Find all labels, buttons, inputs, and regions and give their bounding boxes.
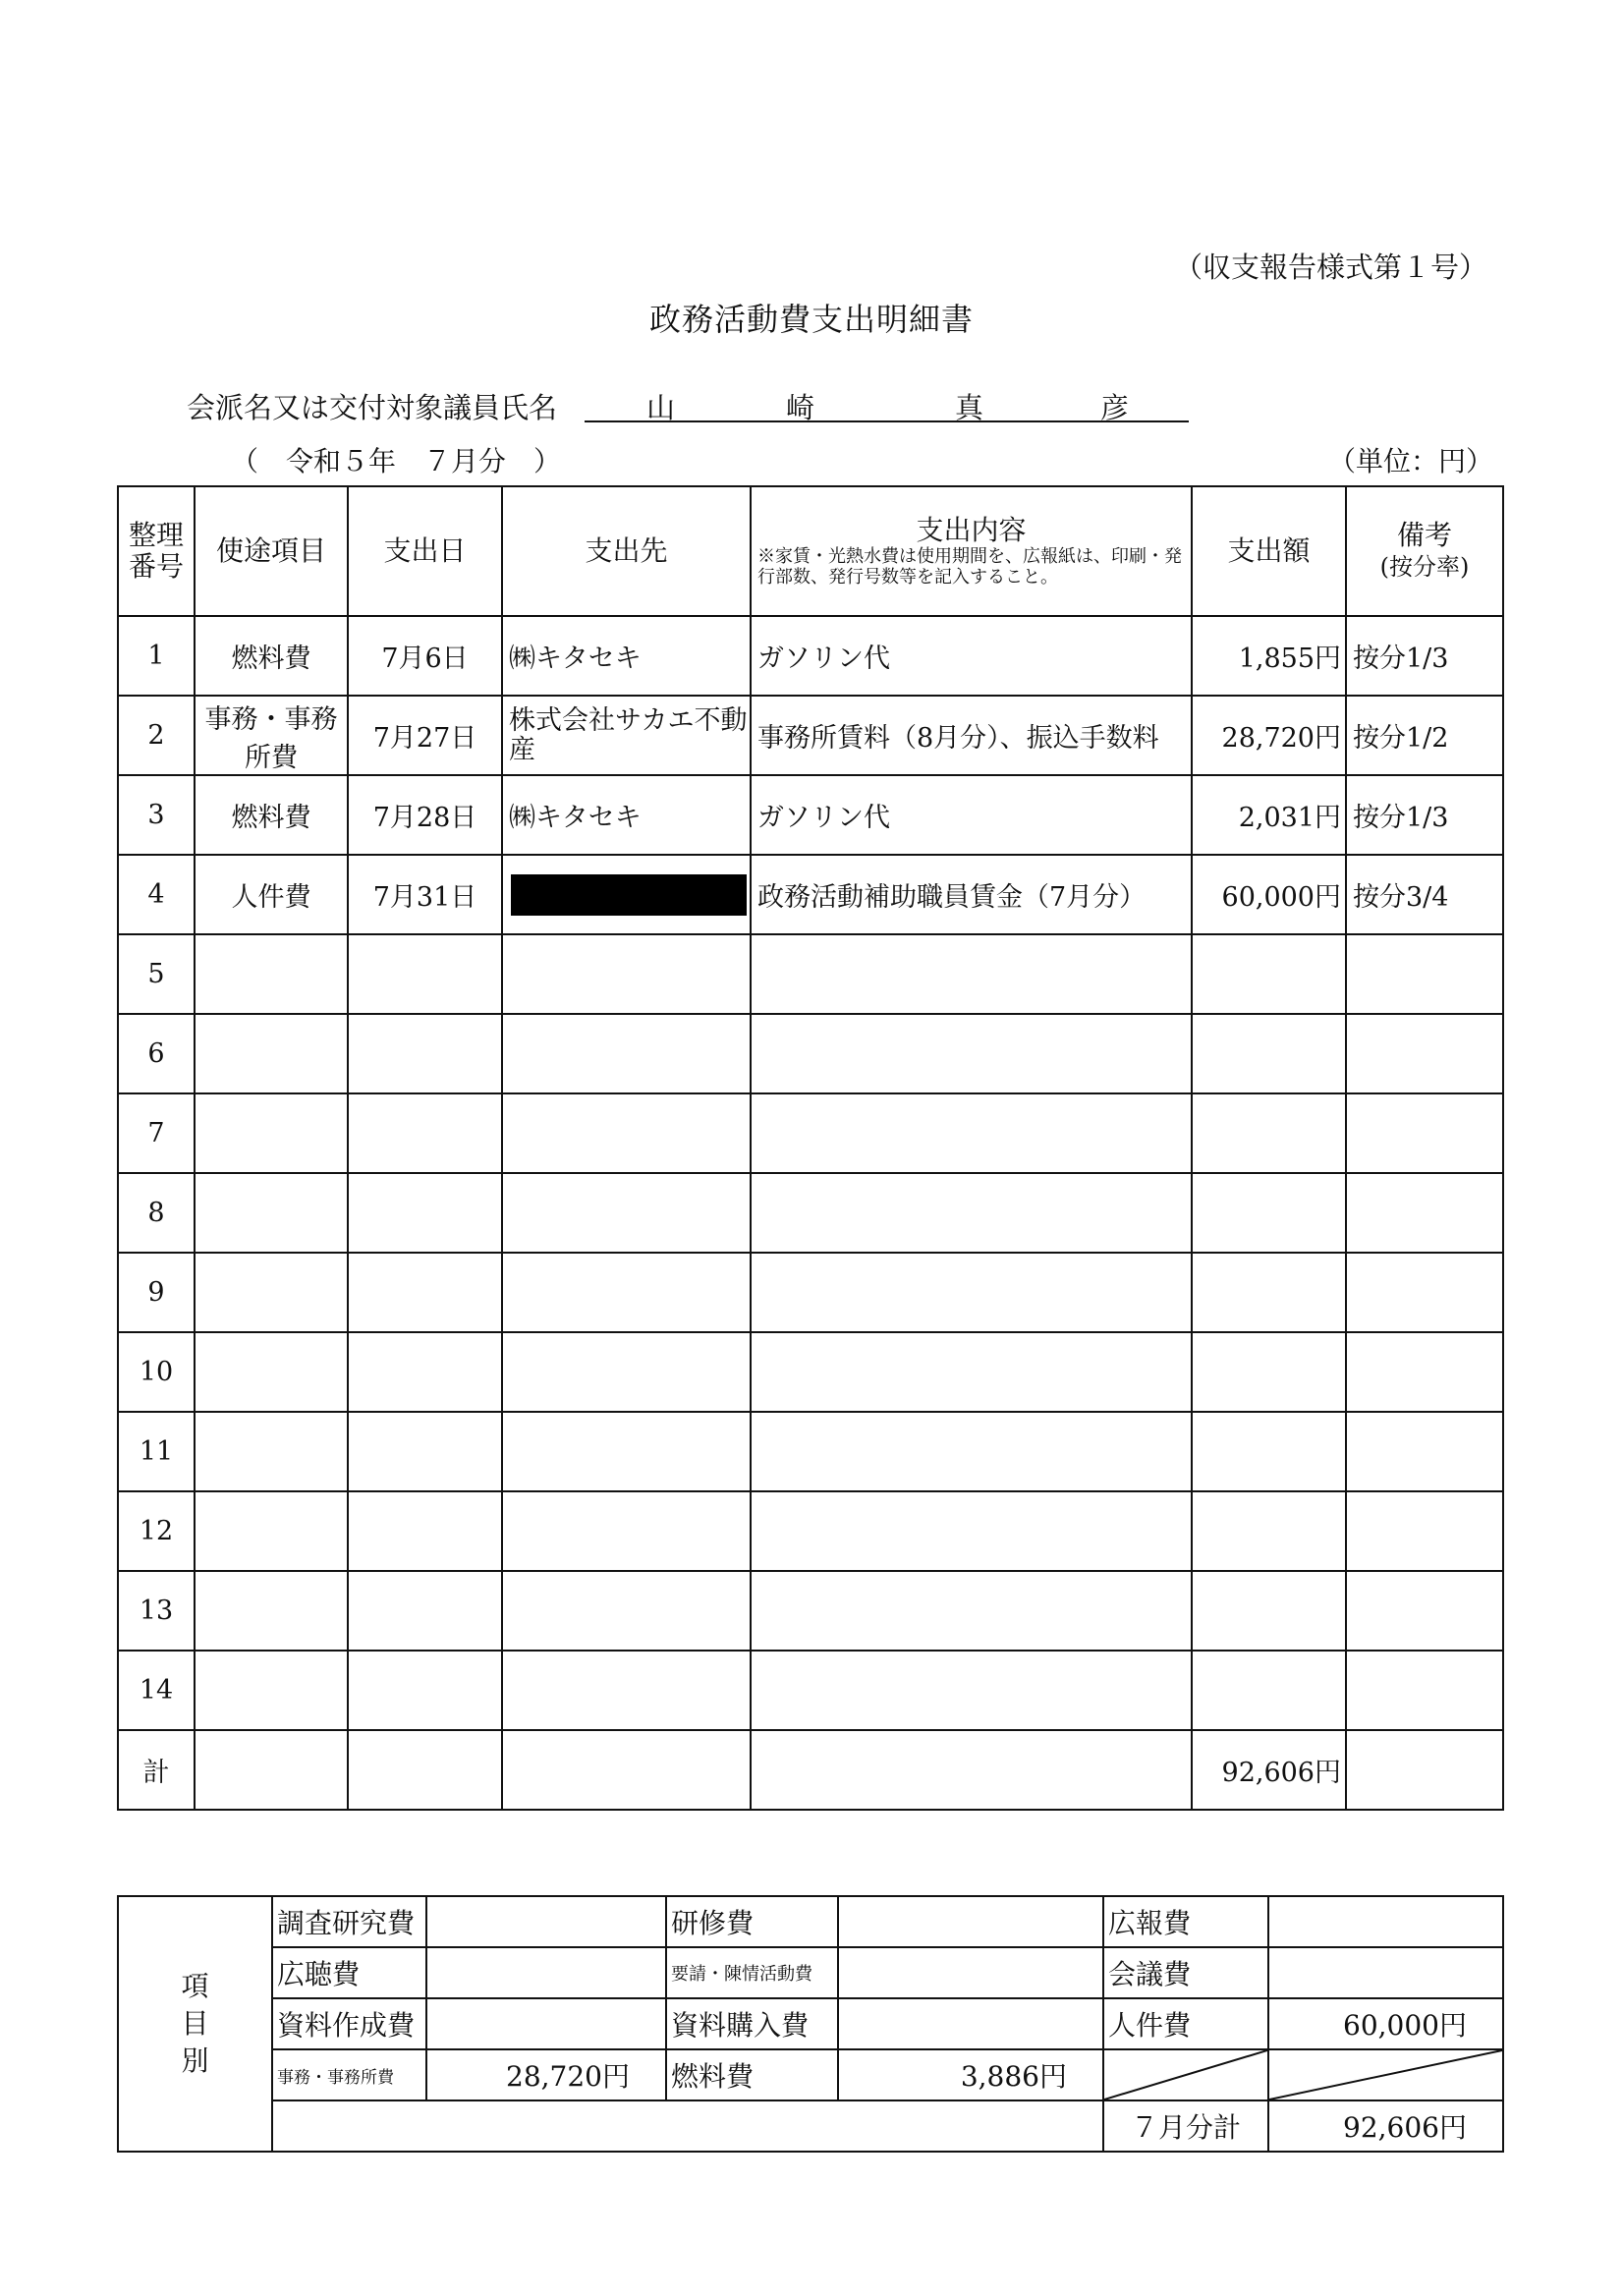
row-content: ガソリン代	[751, 616, 1192, 696]
row-remarks: 按分3/4	[1346, 855, 1503, 934]
row-no: 9	[118, 1253, 195, 1332]
row-content	[751, 1014, 1192, 1093]
table-row	[118, 1093, 1503, 1173]
row-payee	[502, 1093, 751, 1173]
row-payee	[502, 1491, 751, 1571]
row-remarks	[1346, 1173, 1503, 1253]
row-date	[348, 1093, 502, 1173]
document-title: 政務活動費支出明細書	[648, 301, 974, 338]
row-payee: ㈱キタセキ	[502, 775, 751, 855]
table-row	[118, 1173, 1503, 1253]
row-purpose	[195, 1651, 348, 1730]
summary-nenryo-label: 燃料費	[666, 2049, 838, 2100]
row-payee	[502, 1571, 751, 1651]
row-no: 5	[118, 934, 195, 1014]
row-no: 11	[118, 1412, 195, 1491]
cell-empty	[348, 1730, 502, 1810]
summary-shiryo-konyu-label: 資料購入費	[666, 1998, 838, 2049]
row-purpose: 事務・事務所費	[195, 696, 348, 775]
row-content: 事務所賃料（8月分）、振込手数料	[751, 696, 1192, 775]
summary-chosa-label: 調査研究費	[272, 1896, 426, 1947]
row-amount	[1192, 1014, 1346, 1093]
form-number: （収支報告様式第１号）	[1174, 251, 1488, 284]
row-amount	[1192, 1491, 1346, 1571]
table-row	[118, 1491, 1503, 1571]
row-content	[751, 1332, 1192, 1412]
name-underline	[585, 420, 1189, 422]
row-date: 7月27日	[348, 696, 502, 775]
row-no: 10	[118, 1332, 195, 1412]
cell-empty	[751, 1730, 1192, 1810]
row-remarks	[1346, 1253, 1503, 1332]
table-row	[118, 934, 1503, 1014]
summary-item-label: 項 目 別	[118, 1896, 272, 2152]
header-amount: 支出額	[1192, 486, 1346, 616]
header-purpose: 使途項目	[195, 486, 348, 616]
table-row	[118, 855, 1503, 934]
row-date	[348, 1571, 502, 1651]
row-amount	[1192, 1571, 1346, 1651]
row-amount	[1192, 1651, 1346, 1730]
row-purpose	[195, 1093, 348, 1173]
summary-kaigi-value	[1268, 1947, 1503, 1998]
row-remarks	[1346, 1093, 1503, 1173]
diagonal-line	[1104, 2050, 1267, 2100]
row-date	[348, 934, 502, 1014]
unit-label: （単位：円）	[1328, 445, 1494, 477]
row-purpose: 燃料費	[195, 775, 348, 855]
row-content	[751, 934, 1192, 1014]
table-row	[118, 1412, 1503, 1491]
name-label: 会派名又は交付対象議員氏名	[187, 391, 558, 424]
row-content	[751, 1173, 1192, 1253]
row-payee	[502, 1332, 751, 1412]
row-payee	[502, 1014, 751, 1093]
table-header-row	[118, 486, 1503, 616]
name-char: 崎	[786, 391, 815, 424]
row-remarks: 按分1/3	[1346, 616, 1503, 696]
row-content	[751, 1093, 1192, 1173]
row-remarks	[1346, 1651, 1503, 1730]
row-no: 4	[118, 855, 195, 934]
row-purpose: 燃料費	[195, 616, 348, 696]
row-amount: 28,720円	[1192, 696, 1346, 775]
table-row	[118, 1253, 1503, 1332]
summary-month-total-value: 92,606円	[1268, 2100, 1503, 2152]
summary-table	[117, 1895, 1504, 2153]
summary-kocho-label: 広聴費	[272, 1947, 426, 1998]
row-payee	[502, 934, 751, 1014]
row-payee	[502, 1173, 751, 1253]
row-content	[751, 1253, 1192, 1332]
row-no: 7	[118, 1093, 195, 1173]
row-no: 3	[118, 775, 195, 855]
row-date	[348, 1491, 502, 1571]
table-row	[118, 1651, 1503, 1730]
cell-empty	[195, 1730, 348, 1810]
name-char: 真	[955, 391, 984, 424]
row-date: 7月6日	[348, 616, 502, 696]
row-no: 8	[118, 1173, 195, 1253]
summary-month-total-label: ７月分計	[1103, 2100, 1268, 2152]
diagonal-line	[1269, 2050, 1502, 2100]
expense-table	[117, 485, 1504, 1811]
row-remarks	[1346, 1014, 1503, 1093]
row-remarks	[1346, 1332, 1503, 1412]
row-amount	[1192, 1332, 1346, 1412]
row-content: ガソリン代	[751, 775, 1192, 855]
name-char: 彦	[1100, 391, 1130, 424]
row-content	[751, 1651, 1192, 1730]
summary-kaigi-label: 会議費	[1103, 1947, 1268, 1998]
total-amount: 92,606円	[1192, 1730, 1346, 1810]
cell-empty	[502, 1730, 751, 1810]
summary-yosei-label: 要請・陳情活動費	[666, 1947, 838, 1998]
summary-chosa-value	[426, 1896, 666, 1947]
row-purpose	[195, 1412, 348, 1491]
row-purpose	[195, 934, 348, 1014]
cell-empty	[1346, 1730, 1503, 1810]
row-remarks	[1346, 1491, 1503, 1571]
name-char: 山	[646, 391, 676, 424]
row-purpose	[195, 1332, 348, 1412]
summary-kenshu-value	[838, 1896, 1103, 1947]
row-payee	[502, 855, 751, 934]
summary-diagonal-cell	[1103, 2049, 1268, 2100]
summary-jimusho-value: 28,720円	[426, 2049, 666, 2100]
table-row	[118, 1332, 1503, 1412]
summary-diagonal-cell	[1268, 2049, 1503, 2100]
row-payee: 株式会社サカエ不動産	[502, 696, 751, 775]
summary-blank	[272, 2100, 1103, 2152]
row-amount: 2,031円	[1192, 775, 1346, 855]
row-content	[751, 1491, 1192, 1571]
header-content	[751, 486, 1192, 616]
table-row	[118, 775, 1503, 855]
table-row	[118, 1571, 1503, 1651]
row-remarks: 按分1/3	[1346, 775, 1503, 855]
header-remarks	[1346, 486, 1503, 616]
table-row	[118, 616, 1503, 696]
summary-shiryo-sakusei-value	[426, 1998, 666, 2049]
row-no: 14	[118, 1651, 195, 1730]
row-date	[348, 1253, 502, 1332]
row-payee	[502, 1253, 751, 1332]
row-no: 12	[118, 1491, 195, 1571]
row-date	[348, 1651, 502, 1730]
header-payee: 支出先	[502, 486, 751, 616]
total-label: 計	[118, 1730, 195, 1810]
row-amount: 1,855円	[1192, 616, 1346, 696]
row-purpose	[195, 1173, 348, 1253]
table-row	[118, 696, 1503, 775]
redaction-bar	[511, 874, 747, 916]
row-date: 7月28日	[348, 775, 502, 855]
row-remarks	[1346, 1412, 1503, 1491]
row-no: 6	[118, 1014, 195, 1093]
row-amount: 60,000円	[1192, 855, 1346, 934]
row-purpose	[195, 1014, 348, 1093]
row-payee	[502, 1651, 751, 1730]
row-date	[348, 1014, 502, 1093]
row-remarks: 按分1/2	[1346, 696, 1503, 775]
row-date	[348, 1412, 502, 1491]
report-period: （ 令和５年 ７月分 ）	[231, 445, 562, 477]
row-date	[348, 1173, 502, 1253]
table-row	[118, 1014, 1503, 1093]
summary-koho-value	[1268, 1896, 1503, 1947]
row-purpose	[195, 1491, 348, 1571]
row-payee	[502, 1412, 751, 1491]
row-amount	[1192, 1412, 1346, 1491]
row-amount	[1192, 1253, 1346, 1332]
summary-jinken-label: 人件費	[1103, 1998, 1268, 2049]
row-date: 7月31日	[348, 855, 502, 934]
row-payee: ㈱キタセキ	[502, 616, 751, 696]
header-content-note: ※家賃・光熱水費は使用期間を、広報紙は、印刷・発行部数、発行号数等を記入すること。	[757, 546, 1182, 588]
row-purpose	[195, 1571, 348, 1651]
summary-shiryo-sakusei-label: 資料作成費	[272, 1998, 426, 2049]
row-no: 2	[118, 696, 195, 775]
summary-kenshu-label: 研修費	[666, 1896, 838, 1947]
row-remarks	[1346, 934, 1503, 1014]
row-no: 1	[118, 616, 195, 696]
summary-koho-label: 広報費	[1103, 1896, 1268, 1947]
summary-jimusho-label: 事務・事務所費	[272, 2049, 426, 2100]
row-content	[751, 1412, 1192, 1491]
row-purpose: 人件費	[195, 855, 348, 934]
summary-nenryo-value: 3,886円	[838, 2049, 1103, 2100]
header-date: 支出日	[348, 486, 502, 616]
summary-yosei-value	[838, 1947, 1103, 1998]
row-purpose	[195, 1253, 348, 1332]
row-content: 政務活動補助職員賃金（7月分）	[751, 855, 1192, 934]
header-remarks-title: 備考	[1396, 519, 1452, 551]
header-no: 整理 番号	[118, 486, 195, 616]
row-remarks	[1346, 1571, 1503, 1651]
summary-jinken-value: 60,000円	[1268, 1998, 1503, 2049]
row-no: 13	[118, 1571, 195, 1651]
row-amount	[1192, 934, 1346, 1014]
row-amount	[1192, 1173, 1346, 1253]
summary-kocho-value	[426, 1947, 666, 1998]
row-content	[751, 1571, 1192, 1651]
header-content-title: 支出内容	[916, 514, 1027, 546]
header-remarks-sub: (按分率)	[1379, 553, 1470, 581]
total-row	[118, 1730, 1503, 1810]
row-date	[348, 1332, 502, 1412]
summary-shiryo-konyu-value	[838, 1998, 1103, 2049]
row-amount	[1192, 1093, 1346, 1173]
